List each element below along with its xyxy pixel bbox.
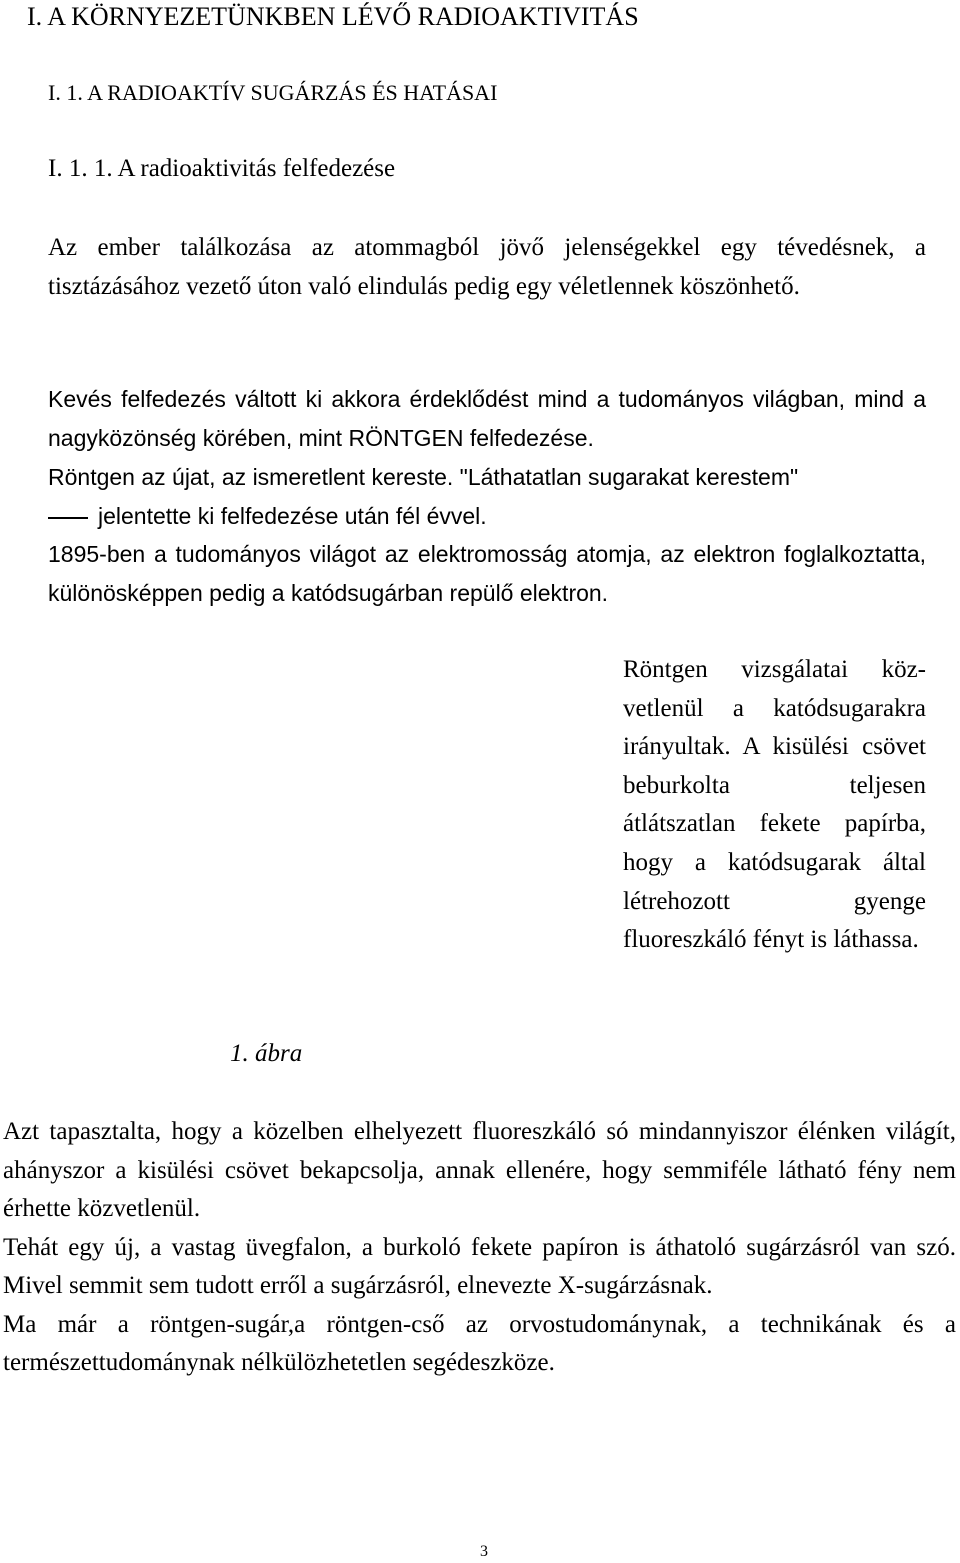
body-paragraph: Ma már a röntgen-sugár,a röntgen-cső az orvostudománynak, a technikának és a természettudománynak nélkülözhetetlen segédeszköze. xyxy=(3,1310,956,1376)
quote-attribution: jelentette ki felfedezése után fél évvel. xyxy=(48,497,926,536)
page-number: 3 xyxy=(480,1543,488,1560)
figure-caption: 1. ábra xyxy=(230,1040,303,1067)
em-dash xyxy=(48,517,88,519)
quote-paragraph xyxy=(48,458,926,536)
body-text xyxy=(3,1113,956,1383)
quote-line: Röntgen az újat, az ismeretlent kereste. "Láthatatlan sugarakat kerestem" xyxy=(48,464,799,490)
section-title: I. 1. A RADIOAKTÍV SUGÁRZÁS ÉS HATÁSAI xyxy=(48,80,498,105)
chapter-title: I. A KÖRNYEZETÜNKBEN LÉVŐ RADIOAKTIVITÁS xyxy=(27,2,639,31)
side-column-text: Röntgen vizsgálatai közvetlenül a katódsugarakra irányultak. A kisülési csövet beburkolta teljesen átlátszatlan fekete papírba, hogy a katódsugarak által létrehozott gyenge fluoreszkáló fényt is láthassa. xyxy=(623,656,926,954)
body-paragraph: Tehát egy új, a vastag üvegfalon, a burkoló fekete papíron is áthatoló sugárzásról van szó. Mivel semmit sem tudott erről a sugárzásról, elnevezte X-sugárzásnak. xyxy=(3,1233,956,1299)
electron-paragraph: 1895-ben a tudományos világot az elektromosság atomja, az elektron foglalkoztatta, különösképpen pedig a katódsugárban repülő elektron. xyxy=(48,541,926,606)
discovery-paragraph: Kevés felfedezés váltott ki akkora érdeklődést mind a tudományos világban, mind a nagyközönség körében, mint RÖNTGEN felfedezése. xyxy=(48,386,926,451)
subsection-title: I. 1. 1. A radioaktivitás felfedezése xyxy=(48,155,396,182)
intro-paragraph: Az ember találkozása az atommagból jövő jelenségekkel egy tévedésnek, a tisztázásához vezető úton való elindulás pedig egy véletlennek köszönhető. xyxy=(48,234,926,300)
body-paragraph: Azt tapasztalta, hogy a közelben elhelyezett fluoreszkáló só mindannyiszor élénken világít, ahányszor a kisülési csövet bekapcsolja, annak ellenére, hogy semmiféle látható fény nem érhette közvetlenül. xyxy=(3,1118,956,1222)
